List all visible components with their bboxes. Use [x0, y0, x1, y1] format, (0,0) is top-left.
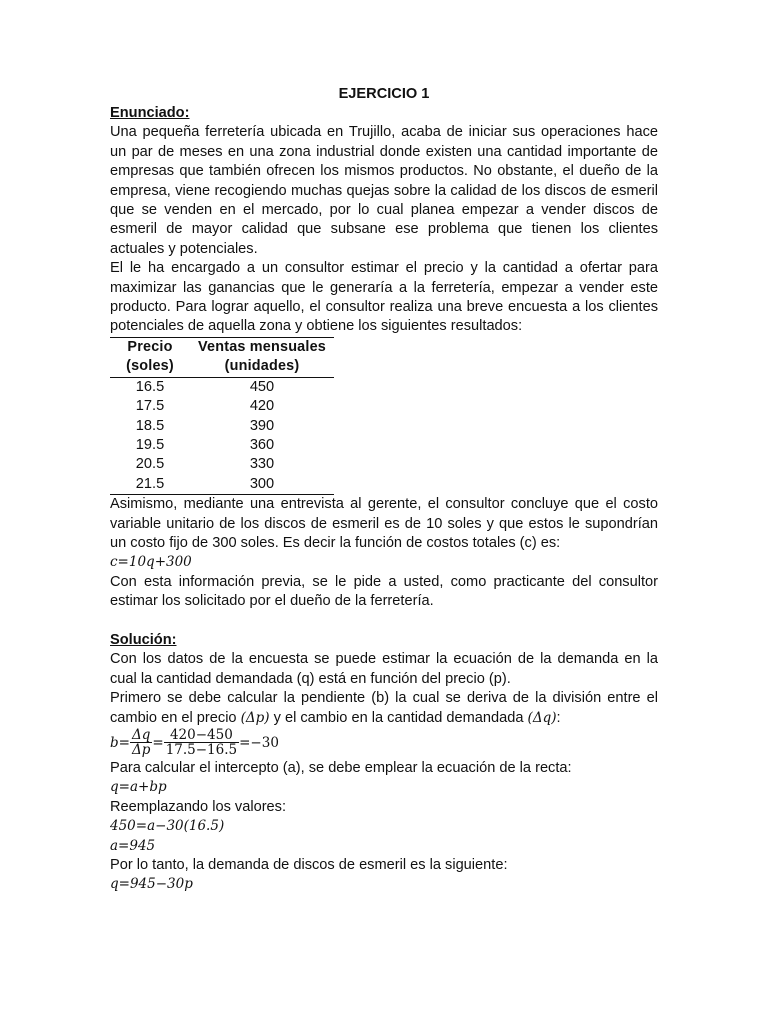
values-fraction — [164, 728, 239, 758]
slope-result: =−30 — [239, 735, 279, 752]
table-row — [110, 436, 334, 455]
enunciado-paragraph-3: Asimismo, mediante una entrevista al gerente, el consultor concluye que el costo variable unitario de los discos de esmeril es de 10 soles y que estos le supondrían un costo fijo de 300 soles. Es decir la función de costos totales (c) es: — [110, 496, 658, 551]
price-cell: 17.5 — [135, 398, 165, 415]
sales-cell: 360 — [249, 436, 275, 453]
sales-cell: 390 — [249, 417, 275, 434]
header-price: Precio — [110, 337, 190, 357]
header-sales: Ventas mensuales — [190, 337, 334, 357]
values-fraction-numerator: 420−450 — [164, 728, 239, 743]
slope-lhs: b= — [110, 735, 130, 752]
enunciado-paragraph-1: Una pequeña ferretería ubicada en Trujillo, acaba de iniciar sus operaciones hace un par de meses en una zona industrial donde existen una cantidad importante de empresas que también ofrecen los mismos productos. No obstante, el dueño de la empresa, viene recogiendo muchas quejas sobre la calidad de los discos de esmeril que se venden en el mercado, por lo cual planea empezar a vender discos de esmeril de mayor calidad que subsane ese problema que tienen los clientes actuales y potenciales. — [110, 124, 658, 257]
delta-fraction — [130, 728, 152, 758]
solucion-paragraph-2-text-a: Primero se debe calcular la pendiente (b) la cual se deriva de la división entre el cambio en el precio — [110, 690, 658, 726]
solucion-paragraph-2 — [110, 689, 658, 728]
table-row — [110, 417, 334, 436]
sales-cell: 300 — [190, 475, 334, 495]
solucion-paragraph-2-text-b: y el cambio en la cantidad demandada — [269, 709, 528, 726]
section-spacer — [110, 612, 658, 631]
table-row — [110, 455, 334, 474]
demand-equation: q=945−30p — [110, 876, 193, 893]
price-cell: 16.5 — [135, 378, 165, 395]
table-row — [110, 397, 334, 416]
solucion-paragraph-5: Por lo tanto, la demanda de discos de esmeril es la siguiente: — [110, 857, 508, 874]
table-row — [110, 377, 334, 397]
enunciado-paragraph-2: El le ha encargado a un consultor estimar el precio y la cantidad a ofertar para maximizar las ganancias que le generaría a la ferretería, empezar a vender este producto. Para lograr aquello, el consultor realiza una breve encuesta a los clientes potenciales de aquella zona y obtiene los siguientes resultados: — [110, 260, 658, 335]
table-header-units-row — [110, 357, 334, 377]
delta-q-expression: (Δq) — [527, 709, 557, 726]
price-cell: 21.5 — [110, 475, 190, 495]
intercept-value: a=945 — [110, 837, 156, 854]
slope-equals: = — [152, 735, 164, 752]
sales-cell: 330 — [249, 456, 275, 473]
solucion-paragraph-3: Para calcular el intercepto (a), se debe emplear la ecuación de la recta: — [110, 759, 572, 776]
slope-equation — [110, 728, 658, 759]
header-sales-unit: (unidades) — [190, 357, 334, 377]
delta-p-expression: (Δp) — [240, 709, 270, 726]
values-fraction-denominator: 17.5−16.5 — [165, 742, 238, 759]
solucion-heading: Solución: — [110, 631, 177, 648]
delta-fraction-denominator: Δp — [131, 742, 151, 759]
price-cell: 19.5 — [135, 436, 165, 453]
cost-equation: c=10q+300 — [110, 554, 192, 571]
solucion-paragraph-4: Reemplazando los valores: — [110, 798, 287, 815]
sales-cell: 420 — [249, 398, 275, 415]
solucion-paragraph-2-text-c: : — [556, 709, 561, 726]
solucion-paragraph-1: Con los datos de la encuesta se puede estimar la ecuación de la demanda en la cual la cantidad demandada (q) está en función del precio (p). — [110, 651, 658, 687]
price-cell: 18.5 — [135, 417, 165, 434]
delta-fraction-numerator: Δq — [131, 727, 151, 744]
table-header-row — [110, 337, 334, 357]
sales-cell: 450 — [249, 378, 275, 395]
price-cell: 20.5 — [135, 456, 165, 473]
line-equation: q=a+bp — [110, 779, 167, 796]
table-row — [110, 475, 334, 495]
enunciado-heading: Enunciado: — [110, 105, 190, 121]
document-body — [110, 84, 658, 895]
substitution-equation: 450=a−30(16.5) — [110, 818, 225, 835]
enunciado-paragraph-4: Con esta información previa, se le pide a usted, como practicante del consultor estimar los solicitado por el dueño de la ferretería. — [110, 573, 658, 610]
document-title: EJERCICIO 1 — [338, 86, 430, 102]
survey-table — [110, 337, 334, 495]
header-price-unit: (soles) — [110, 357, 190, 377]
